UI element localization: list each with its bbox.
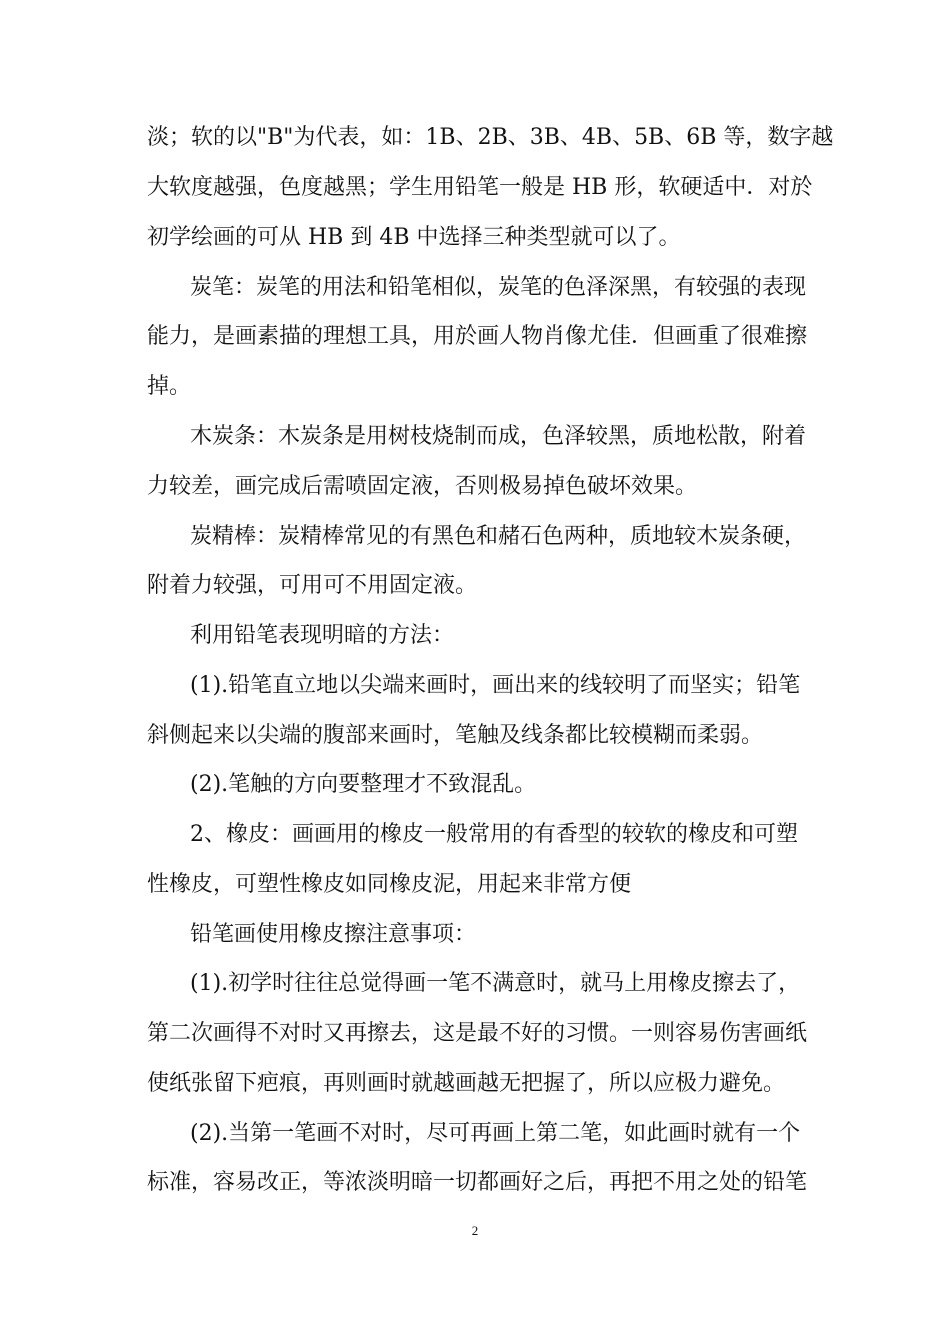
text-line: 性橡皮，可塑性橡皮如同橡皮泥，用起来非常方便	[147, 872, 632, 897]
text-line: 第二次画得不对时又再擦去，这是最不好的习惯。一则容易伤害画纸	[147, 1021, 808, 1046]
paragraph-start-line: (2).笔触的方向要整理才不致混乱。	[190, 772, 537, 797]
paragraph-start-line: (2).当第一笔画不对时，尽可再画上第二笔，如此画时就有一个	[190, 1121, 801, 1146]
text-line: 掉。	[147, 374, 192, 399]
paragraph-start-line: 利用铅笔表现明暗的方法：	[190, 623, 455, 648]
text-line: 初学绘画的可从 HB 到 4B 中选择三种类型就可以了。	[147, 225, 681, 250]
page-number: 2	[471, 1223, 479, 1238]
paragraph-start-line: 铅笔画使用橡皮擦注意事项：	[190, 922, 477, 947]
text-line: 能力，是画素描的理想工具，用於画人物肖像尤佳．但画重了很难擦	[147, 324, 808, 349]
paragraph-start-line: 炭精棒：炭精棒常见的有黑色和赭石色两种，质地较木炭条硬，	[190, 524, 807, 549]
text-line: 斜侧起来以尖端的腹部来画时，笔触及线条都比较模糊而柔弱。	[147, 723, 764, 748]
text-line: 力较差，画完成后需喷固定液，否则极易掉色破坏效果。	[147, 474, 698, 499]
paragraph-start-line: (1).铅笔直立地以尖端来画时，画出来的线较明了而坚实；铅笔	[190, 673, 801, 698]
text-line: 大软度越强，色度越黑；学生用铅笔一般是 HB 形，软硬适中．对於	[147, 175, 813, 200]
text-line: 附着力较强，可用可不用固定液。	[147, 573, 478, 598]
paragraph-start-line: 炭笔：炭笔的用法和铅笔相似，炭笔的色泽深黑，有较强的表现	[190, 275, 807, 300]
text-line: 使纸张留下疤痕，再则画时就越画越无把握了，所以应极力避免。	[147, 1071, 786, 1096]
text-line: 淡；软的以"B"为代表，如：1B、2B、3B、4B、5B、6B 等，数字越	[147, 125, 834, 150]
paragraph-start-line: (1).初学时往往总觉得画一笔不满意时，就马上用橡皮擦去了，	[190, 971, 801, 996]
paragraph-start-line: 2、橡皮：画画用的橡皮一般常用的有香型的较软的橡皮和可塑	[190, 822, 798, 847]
text-line: 标准，容易改正，等浓淡明暗一切都画好之后，再把不用之处的铅笔	[147, 1170, 808, 1195]
paragraph-start-line: 木炭条：木炭条是用树枝烧制而成，色泽较黑，质地松散，附着	[190, 424, 807, 449]
